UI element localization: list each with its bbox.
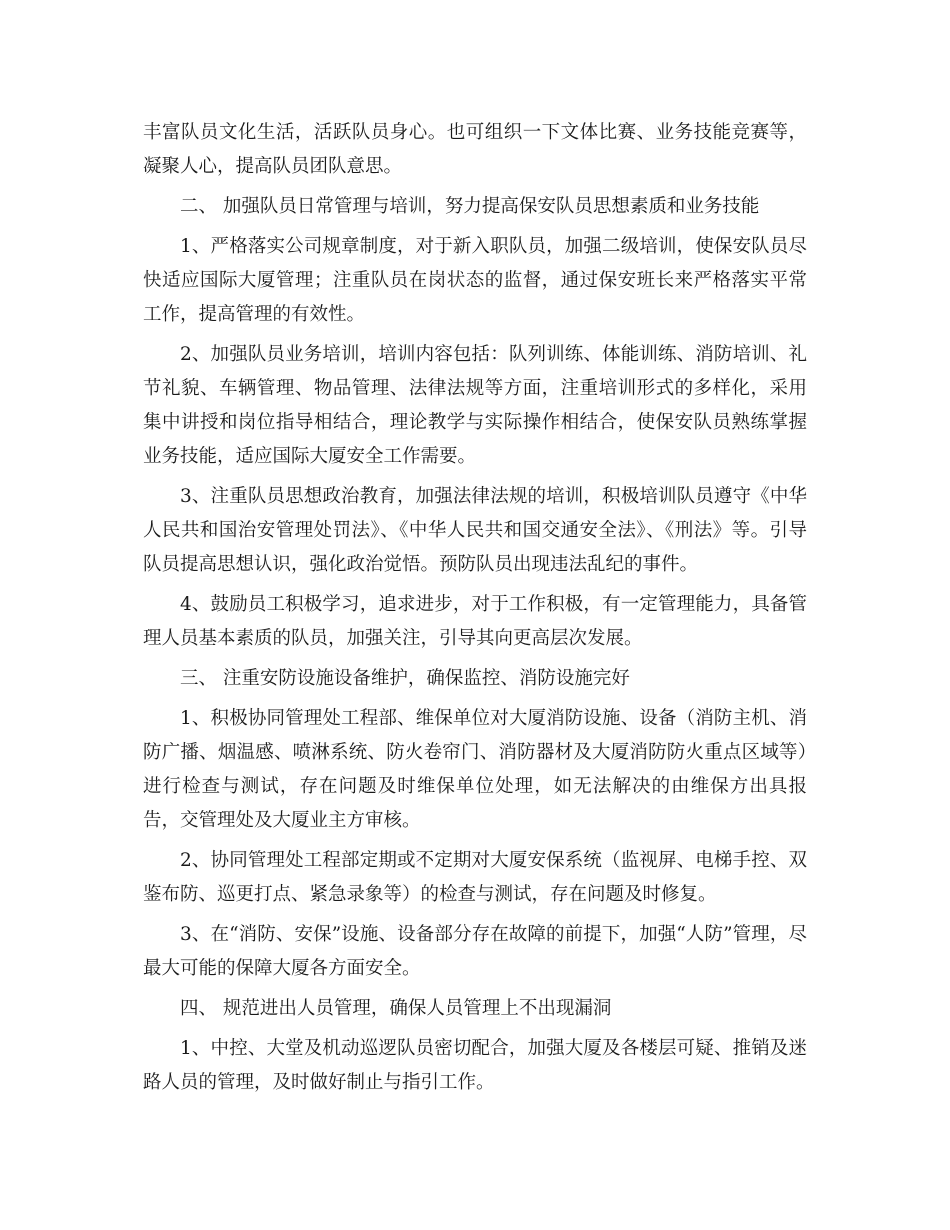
paragraph-2-3: 3、注重队员思想政治教育，加强法律法规的培训，积极培训队员遵守《中华人民共和国治安管理处罚法》、《中华人民共和国交通安全法》、《刑法》等。引导队员提高思想认识，强化政治觉悟。预防队员出现违法乱纪的事件。 [143,486,807,575]
paragraph-3-1: 1、积极协同管理处工程部、维保单位对大厦消防设施、设备（消防主机、消防广播、烟温感、喷淋系统、防火卷帘门、消防器材及大厦消防防火重点区域等）进行检查与测试，存在问题及时维保单位处理，如无法解决的由维保方出具报告，交管理处及大厦业主方审核。 [143,708,807,831]
paragraph-3-2: 2、协同管理处工程部定期或不定期对大厦安保系统（监视屏、电梯手控、双鉴布防、巡更打点、紧急录象等）的检查与测试，存在问题及时修复。 [143,850,807,905]
paragraph-2-2: 2、加强队员业务培训，培训内容包括：队列训练、体能训练、消防培训、礼节礼貌、车辆管理、物品管理、法律法规等方面，注重培训形式的多样化，采用集中讲授和岗位指导相结合，理论教学与实际操作相结合，使保安队员熟练掌握业务技能，适应国际大厦安全工作需要。 [143,344,807,467]
section-heading-3: 三、 注重安防设施设备维护，确保监控、消防设施完好 [180,668,630,689]
document-body [143,116,807,1106]
paragraph-3-3: 3、在“消防、安保”设施、设备部分存在故障的前提下，加强“人防”管理，尽最大可能的保障大厦各方面安全。 [143,924,807,979]
section-heading-4: 四、 规范进出人员管理，确保人员管理上不出现漏洞 [180,998,612,1019]
paragraph-2-1: 1、严格落实公司规章制度，对于新入职队员，加强二级培训，使保安队员尽快适应国际大厦管理；注重队员在岗状态的监督，通过保安班长来严格落实平常工作，提高管理的有效性。 [143,236,807,325]
paragraph-continuation: 丰富队员文化生活，活跃队员身心。也可组织一下文体比赛、业务技能竞赛等，凝聚人心，提高队员团队意思。 [143,122,807,177]
paragraph-4-1: 1、中控、大堂及机动巡逻队员密切配合，加强大厦及各楼层可疑、推销及迷路人员的管理，及时做好制止与指引工作。 [143,1038,807,1093]
section-heading-2: 二、 加强队员日常管理与培训，努力提高保安队员思想素质和业务技能 [180,196,760,217]
paragraph-2-4: 4、鼓励员工积极学习，追求进步，对于工作积极，有一定管理能力，具备管理人员基本素质的队员，加强关注，引导其向更高层次发展。 [143,594,807,649]
